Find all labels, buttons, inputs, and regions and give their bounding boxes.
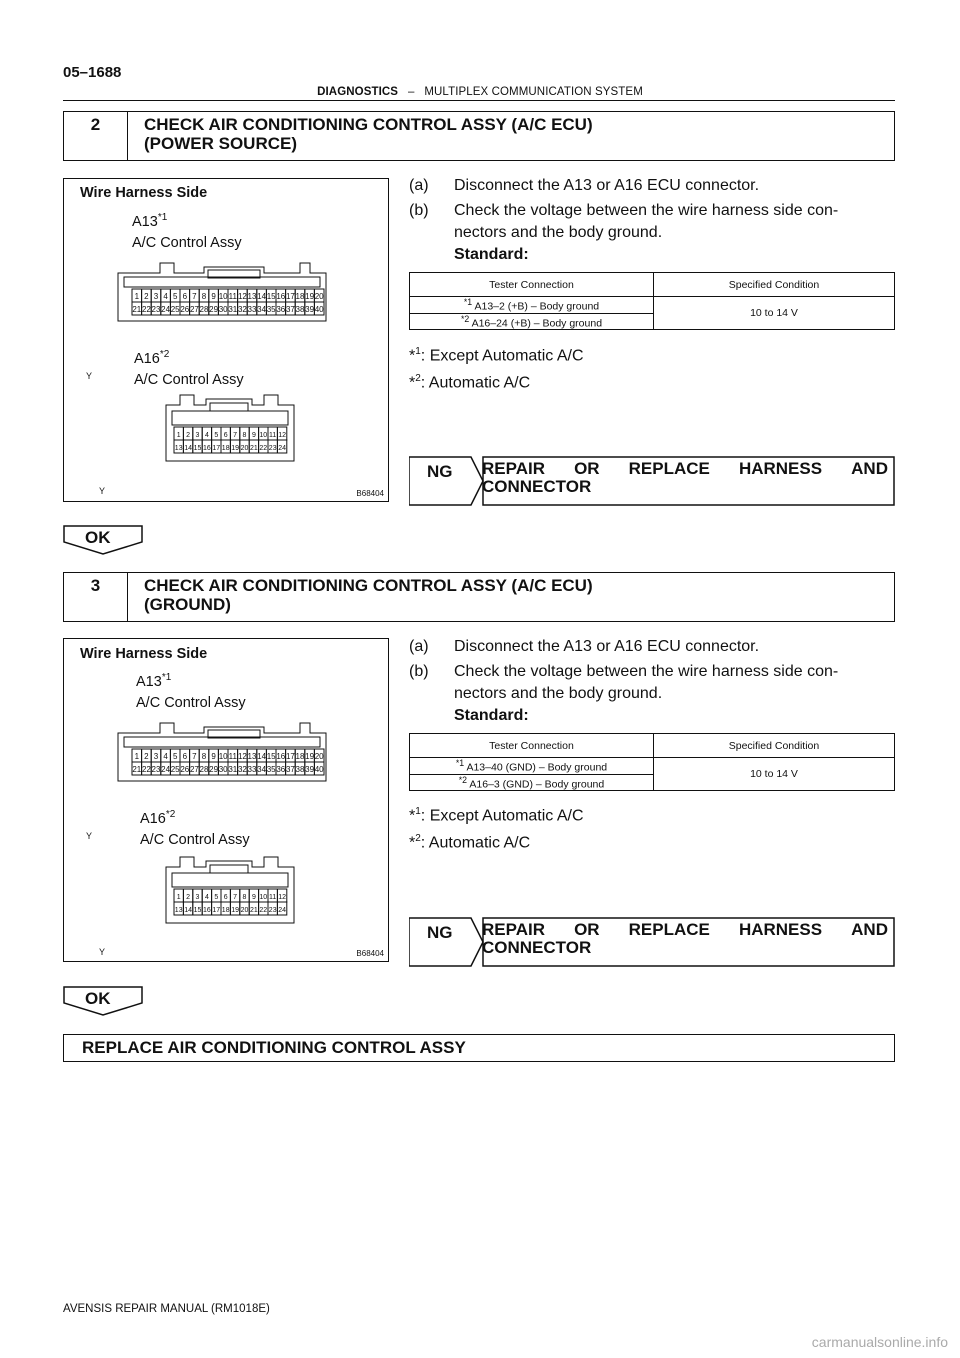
pin-number: 30 — [218, 305, 228, 314]
final-action-box — [63, 1034, 895, 1062]
ng-word: AND — [851, 459, 888, 478]
pin-number: 27 — [189, 305, 199, 314]
pin-number: 2 — [186, 894, 191, 901]
connector-a16-label — [134, 349, 169, 367]
pin-number: 8 — [201, 752, 207, 761]
pin-number: 8 — [201, 292, 207, 301]
pin-number: 17 — [285, 292, 295, 301]
pin-number: 3 — [153, 752, 159, 761]
step-title: CHECK AIR CONDITIONING CONTROL ASSY (A/C ECU) (POWER SOURCE) — [144, 115, 593, 153]
instruction-text: Check the voltage between the wire harness side con- — [454, 202, 839, 219]
final-action-text: REPLACE AIR CONDITIONING CONTROL ASSY — [82, 1038, 466, 1057]
pin-number: 24 — [278, 445, 286, 452]
footnote-mark: *2 — [159, 349, 170, 360]
pin-number: 34 — [257, 305, 267, 314]
footnote: *$^2$: Automatic A/C — [409, 373, 531, 392]
pin-number: 16 — [276, 752, 286, 761]
tester-connection — [410, 774, 654, 791]
connector-code: A16 — [140, 811, 166, 827]
pin-number: 37 — [285, 305, 295, 314]
pin-number: 16 — [203, 445, 211, 452]
instruction-label: (b) — [409, 663, 429, 680]
ng-word: REPAIR — [482, 459, 545, 478]
pin-number: 8 — [242, 894, 247, 901]
connection-text: A13–40 (GND) – Body ground — [464, 761, 608, 774]
pin-number: 32 — [237, 765, 247, 774]
table-header: Specified Condition — [654, 273, 895, 297]
pin-number: 30 — [218, 765, 228, 774]
wire-color-marker: Y — [86, 831, 93, 841]
pin-number: 21 — [132, 765, 142, 774]
pin-number: 5 — [214, 432, 219, 439]
pin-number: 35 — [266, 765, 276, 774]
pin-number: 2 — [186, 432, 191, 439]
tester-connection — [410, 758, 654, 775]
pin-number: 1 — [176, 432, 181, 439]
pin-number: 10 — [259, 894, 268, 901]
pin-number: 24 — [161, 765, 171, 774]
pin-number: 5 — [214, 894, 219, 901]
pin-number: 12 — [278, 432, 286, 439]
pin-number: 35 — [266, 305, 276, 314]
connector-a13-desc: A/C Control Assy — [136, 695, 246, 711]
pin-number: 3 — [195, 894, 200, 901]
connector-a13-label — [132, 212, 167, 230]
pin-number: 19 — [231, 445, 239, 452]
ng-action — [482, 460, 888, 496]
pin-number: 14 — [184, 907, 192, 914]
pin-number: 16 — [276, 292, 286, 301]
pin-number: 26 — [180, 305, 190, 314]
pin-number: 22 — [259, 445, 268, 452]
pin-number: 25 — [170, 765, 180, 774]
connector-a16-label — [140, 809, 175, 827]
pin-number: 32 — [237, 305, 247, 314]
pin-number: 18 — [295, 292, 305, 301]
pin-number: 1 — [134, 292, 140, 301]
pin-number: 3 — [195, 432, 200, 439]
pin-number: 20 — [240, 445, 249, 452]
figure-heading: Wire Harness Side — [80, 185, 208, 201]
ok-label: OK — [85, 528, 111, 547]
pin-number: 25 — [170, 305, 180, 314]
pin-number: 13 — [247, 752, 257, 761]
step-number: 3 — [64, 573, 128, 621]
pin-number: 10 — [259, 432, 268, 439]
pin-number: 12 — [237, 292, 247, 301]
pin-number: 4 — [163, 292, 168, 301]
pin-number: 7 — [192, 292, 197, 301]
connector-code: A13 — [136, 674, 162, 690]
tester-connection — [410, 313, 654, 330]
instruction-text: Disconnect the A13 or A16 ECU connector. — [454, 177, 760, 194]
connector-a16-desc: A/C Control Assy — [140, 832, 250, 848]
pin-number: 9 — [211, 292, 216, 301]
footnote: *$^1$: Except Automatic A/C — [409, 346, 584, 365]
instruction-label: (a) — [409, 638, 429, 655]
ng-label: NG — [427, 462, 453, 481]
pin-number: 17 — [212, 907, 221, 914]
instruction-text: Check the voltage between the wire harness side con- — [454, 663, 839, 680]
footnote-mark: 1 — [415, 806, 421, 817]
pin-number: 10 — [218, 752, 228, 761]
connection-text: A16–24 (+B) – Body ground — [469, 317, 603, 329]
ng-word: REPAIR — [482, 920, 545, 939]
pin-number: 40 — [314, 765, 324, 774]
pin-number: 4 — [163, 752, 168, 761]
specified-condition: 10 to 14 V — [654, 758, 895, 791]
pin-number: 11 — [269, 432, 277, 439]
pin-number: 4 — [204, 432, 209, 439]
pin-number: 28 — [199, 305, 209, 314]
pin-number: 16 — [203, 907, 211, 914]
specified-condition: 10 to 14 V — [654, 297, 895, 330]
connector-a16-desc: A/C Control Assy — [134, 372, 244, 388]
table-header: Specified Condition — [654, 734, 895, 758]
pin-number: 15 — [266, 752, 276, 761]
wire-color-marker: Y — [86, 371, 93, 381]
figure-code: B68404 — [356, 949, 384, 958]
standard-label: Standard: — [454, 246, 529, 263]
pin-number: 23 — [151, 765, 161, 774]
ng-word: REPLACE — [628, 920, 710, 939]
manual-footer: AVENSIS REPAIR MANUAL (RM1018E) — [63, 1303, 270, 1315]
step-2-ok-result — [63, 525, 143, 560]
pin-number: 3 — [153, 292, 159, 301]
pin-number: 2 — [144, 752, 149, 761]
pin-number: 21 — [250, 445, 258, 452]
step-3-ng-result — [409, 917, 895, 965]
pin-number: 11 — [228, 752, 237, 761]
step-number: 2 — [64, 112, 128, 160]
pin-number: 13 — [174, 445, 183, 452]
pin-number: 9 — [211, 752, 216, 761]
footnote-text: : Except Automatic A/C — [420, 807, 584, 825]
pin-number: 36 — [276, 765, 286, 774]
pin-number: 33 — [247, 765, 257, 774]
step-2-instructions — [409, 175, 895, 266]
pin-number: 23 — [151, 305, 161, 314]
instruction-label: (b) — [409, 202, 429, 219]
pin-number: 18 — [221, 445, 230, 452]
pin-number: 23 — [268, 907, 277, 914]
pin-number: 19 — [231, 907, 239, 914]
footnote-mark: *1 — [161, 672, 172, 683]
step-2-ng-result — [409, 456, 895, 504]
connector-code: A13 — [132, 214, 158, 230]
section-header — [0, 86, 960, 98]
ng-action — [482, 921, 888, 957]
connection-text: A13–2 (+B) – Body ground — [472, 300, 600, 313]
subsection-title: MULTIPLEX COMMUNICATION SYSTEM — [424, 86, 643, 98]
pin-number: 15 — [193, 907, 202, 914]
footnote-mark: *2 — [165, 809, 176, 820]
pin-number: 7 — [233, 894, 238, 901]
connector-24pin-diagram — [160, 391, 300, 467]
pin-number: 4 — [204, 894, 209, 901]
pin-number: 11 — [269, 894, 277, 901]
pin-number: 20 — [240, 907, 249, 914]
pin-number: 39 — [305, 305, 315, 314]
footnote-mark: *1 — [157, 212, 168, 223]
instruction-text: Disconnect the A13 or A16 ECU connector. — [454, 638, 760, 655]
footnote-mark: 2 — [415, 833, 421, 845]
pin-number: 11 — [228, 292, 237, 301]
footnote: *$^2$: Automatic A/C — [409, 833, 531, 852]
connector-40pin-diagram — [114, 261, 330, 325]
pin-number: 1 — [176, 894, 181, 901]
pin-number: 17 — [212, 445, 221, 452]
pin-number: 14 — [257, 752, 267, 761]
step-3-notes — [409, 800, 584, 855]
figure-heading: Wire Harness Side — [80, 646, 208, 662]
step-2-notes — [409, 340, 584, 395]
footnote-mark: *2 — [460, 313, 470, 324]
footnote-mark: 1 — [415, 346, 421, 357]
footnote-text: : Automatic A/C — [420, 374, 531, 392]
pin-number: 8 — [242, 432, 247, 439]
wire-color-marker: Y — [99, 947, 106, 957]
step-3-ok-result — [63, 986, 143, 1021]
footnote-mark: *1 — [463, 297, 473, 307]
connector-code: A16 — [134, 351, 160, 367]
pin-number: 26 — [180, 765, 190, 774]
watermark: carmanualsonline.info — [811, 1334, 948, 1350]
ok-label: OK — [85, 989, 111, 1008]
pin-number: 38 — [295, 765, 305, 774]
figure-code: B68404 — [356, 489, 384, 498]
pin-number: 9 — [251, 432, 256, 439]
footnote-mark: *1 — [455, 758, 465, 768]
ng-word: CONNECTOR — [482, 938, 592, 957]
pin-number: 31 — [228, 765, 238, 774]
connector-24pin-diagram — [160, 853, 300, 929]
pin-number: 6 — [182, 292, 188, 301]
pin-number: 9 — [251, 894, 256, 901]
pin-number: 37 — [285, 765, 295, 774]
pin-number: 6 — [223, 432, 228, 439]
instruction-label: (a) — [409, 177, 429, 194]
step-3-instructions — [409, 636, 895, 727]
pin-number: 39 — [305, 765, 315, 774]
page-number: 05–1688 — [63, 64, 122, 81]
step-3-figure — [63, 638, 389, 962]
pin-number: 24 — [278, 907, 286, 914]
connector-a13-label — [136, 672, 171, 690]
pin-number: 21 — [132, 305, 142, 314]
table-row — [410, 758, 895, 775]
ng-word: AND — [851, 920, 888, 939]
pin-number: 20 — [314, 292, 324, 301]
pin-number: 17 — [285, 752, 295, 761]
pin-number: 6 — [182, 752, 188, 761]
pin-number: 12 — [278, 894, 286, 901]
pin-number: 36 — [276, 305, 286, 314]
wire-color-marker: Y — [99, 486, 106, 496]
pin-number: 12 — [237, 752, 247, 761]
ng-label: NG — [427, 923, 453, 942]
instruction-text-cont: nectors and the body ground. — [454, 685, 663, 702]
footnote-mark: 2 — [415, 373, 421, 385]
table-header: Tester Connection — [410, 273, 654, 297]
pin-number: 22 — [141, 305, 151, 314]
footnote: *$^1$: Except Automatic A/C — [409, 806, 584, 825]
instruction-text-cont: nectors and the body ground. — [454, 224, 663, 241]
header-rule — [63, 100, 895, 101]
table-row — [410, 297, 895, 314]
standard-label: Standard: — [454, 707, 529, 724]
pin-number: 33 — [247, 305, 257, 314]
connector-a13-desc: A/C Control Assy — [132, 235, 242, 251]
pin-number: 20 — [314, 752, 324, 761]
pin-number: 24 — [161, 305, 171, 314]
ng-word: OR — [574, 920, 600, 939]
pin-number: 21 — [250, 907, 258, 914]
pin-number: 13 — [247, 292, 257, 301]
section-title: DIAGNOSTICS — [317, 86, 399, 98]
pin-number: 7 — [192, 752, 197, 761]
pin-number: 1 — [134, 752, 140, 761]
pin-number: 7 — [233, 432, 238, 439]
step-2-spec-table — [409, 272, 895, 330]
pin-number: 38 — [295, 305, 305, 314]
pin-number: 34 — [257, 765, 267, 774]
footnote-mark: *2 — [458, 774, 468, 785]
section-separator: – — [407, 86, 415, 98]
step-2-header — [63, 111, 895, 161]
step-3-spec-table — [409, 733, 895, 791]
pin-number: 6 — [223, 894, 228, 901]
pin-number: 22 — [141, 765, 151, 774]
pin-number: 22 — [259, 907, 268, 914]
footnote-text: : Except Automatic A/C — [420, 347, 584, 365]
pin-number: 18 — [295, 752, 305, 761]
ng-word: REPLACE — [628, 459, 710, 478]
ng-word: HARNESS — [738, 459, 823, 478]
pin-number: 15 — [193, 445, 202, 452]
tester-connection — [410, 297, 654, 314]
step-3-header — [63, 572, 895, 622]
connector-40pin-diagram — [114, 721, 330, 785]
pin-number: 40 — [314, 305, 324, 314]
pin-number: 29 — [209, 765, 219, 774]
pin-number: 14 — [257, 292, 267, 301]
ng-word: CONNECTOR — [482, 477, 592, 496]
step-title: CHECK AIR CONDITIONING CONTROL ASSY (A/C ECU) (GROUND) — [144, 576, 593, 614]
pin-number: 5 — [172, 292, 178, 301]
ng-word: OR — [574, 459, 600, 478]
ng-word: HARNESS — [738, 920, 823, 939]
step-2-figure — [63, 178, 389, 502]
pin-number: 13 — [174, 907, 183, 914]
pin-number: 10 — [218, 292, 228, 301]
pin-number: 5 — [172, 752, 178, 761]
footnote-text: : Automatic A/C — [420, 834, 531, 852]
pin-number: 18 — [221, 907, 230, 914]
pin-number: 19 — [305, 292, 315, 301]
pin-number: 23 — [268, 445, 277, 452]
pin-number: 27 — [189, 765, 199, 774]
table-header: Tester Connection — [410, 734, 654, 758]
pin-number: 29 — [209, 305, 219, 314]
pin-number: 14 — [184, 445, 192, 452]
pin-number: 19 — [305, 752, 315, 761]
pin-number: 28 — [199, 765, 209, 774]
connection-text: A16–3 (GND) – Body ground — [467, 778, 605, 790]
pin-number: 15 — [266, 292, 276, 301]
pin-number: 31 — [228, 305, 238, 314]
pin-number: 2 — [144, 292, 149, 301]
